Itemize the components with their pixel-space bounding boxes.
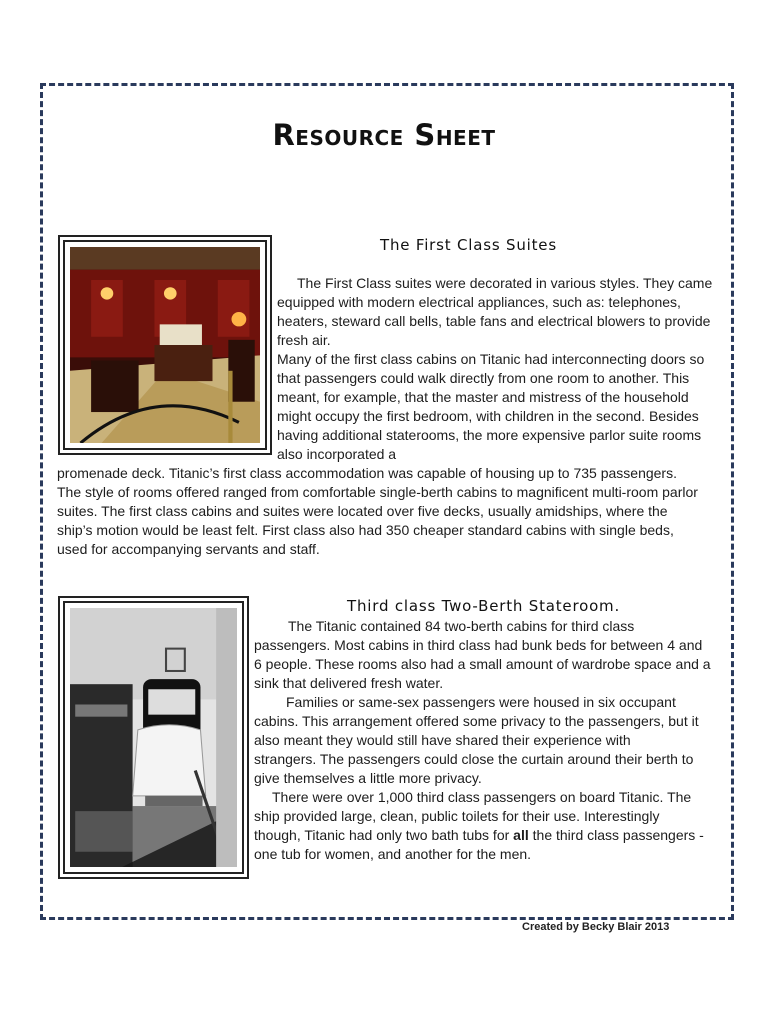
text-line: ship’s motion would be least felt. First class also had 350 cheaper standard cabins with single beds, bbox=[57, 522, 674, 538]
text-line: meant, for example, that the master and mistress of the household bbox=[277, 389, 689, 405]
text-line: sink that delivered fresh water. bbox=[254, 675, 444, 691]
text-line: strangers. The passengers could close the curtain around their berth to bbox=[254, 751, 694, 767]
text-line: used for accompanying servants and staff. bbox=[57, 541, 320, 557]
text-line: Families or same-sex passengers were housed in six occupant bbox=[286, 694, 676, 710]
text-line: fresh air. bbox=[277, 332, 331, 348]
first-class-suite-photo bbox=[70, 247, 260, 443]
bold-emphasis: all bbox=[513, 827, 529, 843]
third-class-stateroom-photo bbox=[70, 608, 237, 867]
text-line: might occupy the first bedroom, with children in the second. Besides bbox=[277, 408, 699, 424]
text-line: equipped with modern electrical appliances, such as: telephones, bbox=[277, 294, 681, 310]
text-line: having additional staterooms, the more expensive parlor suite rooms bbox=[277, 427, 702, 443]
text-segment: though, Titanic had only two bath tubs for bbox=[254, 827, 514, 843]
text-line: promenade deck. Titanic’s first class accommodation was capable of housing up to 735 passengers. bbox=[57, 465, 677, 481]
text-segment: the third class passengers - bbox=[528, 827, 704, 843]
section-heading-third-class: Third class Two-Berth Stateroom. bbox=[347, 597, 621, 615]
first-class-suite-photo-frame bbox=[58, 235, 272, 455]
text-line: give themselves a little more privacy. bbox=[254, 770, 482, 786]
text-line: The style of rooms offered ranged from comfortable single-berth cabins to magnificent multi-room parlor bbox=[57, 484, 698, 500]
footer-credit: Created by Becky Blair 2013 bbox=[522, 921, 670, 933]
text-line: suites. The first class cabins and suites were located over five decks, usually amidships, where the bbox=[57, 503, 668, 519]
text-line: passengers. Most cabins in third class had bunk beds for between 4 and bbox=[254, 637, 703, 653]
text-line: ship provided large, clean, public toilets for their use. Interestingly bbox=[254, 808, 660, 824]
text-line: There were over 1,000 third class passengers on board Titanic. The bbox=[272, 789, 692, 805]
third-class-text bbox=[254, 617, 734, 864]
text-line: also meant they would still have shared their experience with bbox=[254, 732, 631, 748]
first-class-full-text bbox=[57, 464, 737, 559]
third-class-stateroom-photo-frame bbox=[58, 596, 249, 879]
text-line: 6 people. These rooms also had a small amount of wardrobe space and a bbox=[254, 656, 711, 672]
text-line: cabins. This arrangement offered some privacy to the passengers, but it bbox=[254, 713, 699, 729]
text-line-with-bold bbox=[254, 826, 734, 845]
page-title: Resource Sheet bbox=[272, 118, 496, 152]
text-line: also incorporated a bbox=[277, 446, 397, 462]
text-line: The First Class suites were decorated in various styles. They came bbox=[297, 275, 713, 291]
text-line: one tub for women, and another for the men. bbox=[254, 846, 532, 862]
text-line: that passengers could walk directly from one room to another. This bbox=[277, 370, 690, 386]
first-class-wrapped-text bbox=[277, 274, 732, 464]
section-heading-first-class: The First Class Suites bbox=[380, 236, 557, 254]
text-line: Many of the first class cabins on Titanic had interconnecting doors so bbox=[277, 351, 705, 367]
text-line: The Titanic contained 84 two-berth cabins for third class bbox=[288, 618, 635, 634]
text-line: heaters, steward call bells, table fans and electrical blowers to provide bbox=[277, 313, 711, 329]
